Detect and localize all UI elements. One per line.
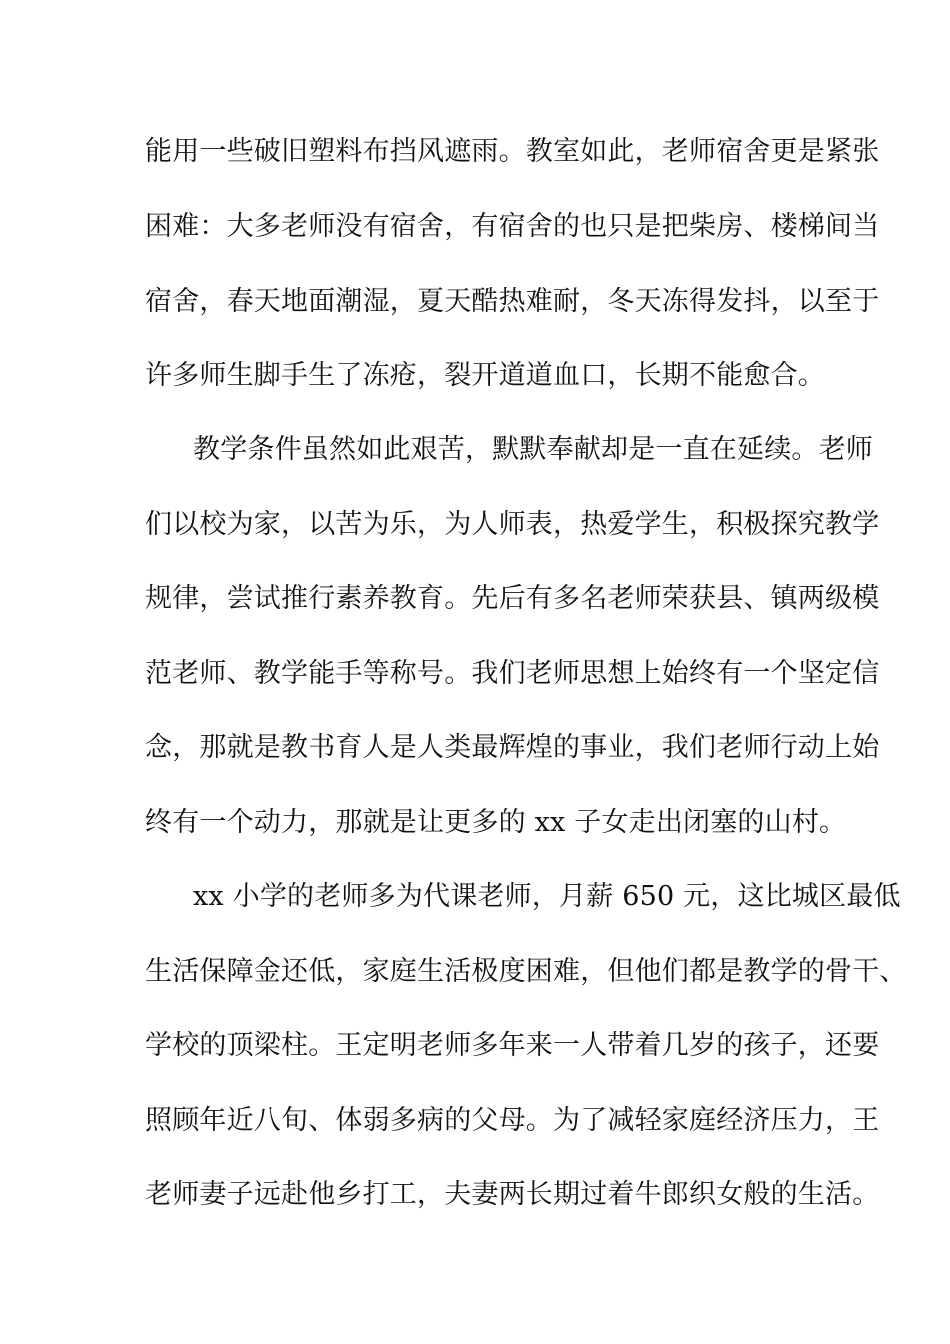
text-line: 规律，尝试推行素养教育。先后有多名老师荣获县、镇两级模 [145, 583, 880, 614]
text-line: 宿舍，春天地面潮湿，夏天酷热难耐，冬天冻得发抖，以至于 [145, 286, 880, 317]
text-line: 许多师生脚手生了冻疮，裂开道道血口，长期不能愈合。 [145, 360, 825, 391]
text-line: 学校的顶梁柱。王定明老师多年来一人带着几岁的孩子，还要 [145, 1030, 880, 1061]
text-line: 范老师、教学能手等称号。我们老师思想上始终有一个坚定信 [145, 658, 880, 689]
paragraph-start-line: xx 小学的老师多为代课老师，月薪 650 元，这比城区最低 [193, 881, 901, 912]
text-line: 能用一些破旧塑料布挡风遮雨。教室如此，老师宿舍更是紧张 [145, 136, 880, 167]
text-line: 终有一个动力，那就是让更多的 xx 子女走出闭塞的山村。 [145, 807, 847, 838]
text-line: 照顾年近八旬、体弱多病的父母。为了减轻家庭经济压力，王 [145, 1105, 880, 1136]
paragraph-start-line: 教学条件虽然如此艰苦，默默奉献却是一直在延续。老师 [193, 434, 873, 465]
text-line: 困难：大多老师没有宿舍，有宿舍的也只是把柴房、楼梯间当 [145, 211, 880, 242]
text-line: 生活保障金还低，家庭生活极度困难，但他们都是教学的骨干、 [145, 956, 907, 987]
text-line: 们以校为家，以苦为乐，为人师表，热爱学生，积极探究教学 [145, 509, 880, 540]
text-line: 老师妻子远赴他乡打工，夫妻两长期过着牛郎织女般的生活。 [145, 1179, 880, 1210]
text-line: 念，那就是教书育人是人类最辉煌的事业，我们老师行动上始 [145, 732, 880, 763]
